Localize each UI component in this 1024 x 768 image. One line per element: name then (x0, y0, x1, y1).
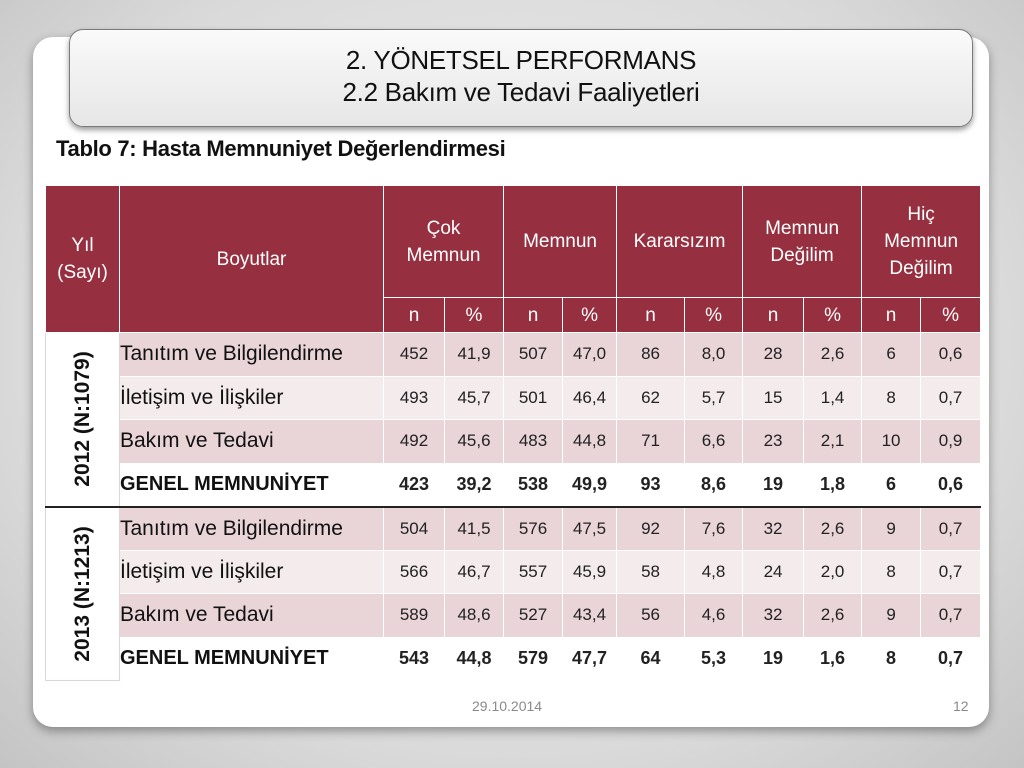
dimension-label: İletişim ve İlişkiler (120, 376, 384, 420)
header-hic-memnun-degilim-line2: Memnun (884, 231, 959, 252)
percent-cell: 0,9 (921, 420, 981, 464)
satisfaction-table (45, 185, 981, 681)
header-memnun-line1: Memnun (523, 231, 597, 252)
count-cell: 24 (743, 550, 804, 594)
count-cell: 507 (504, 333, 563, 377)
dimension-label: GENEL MEMNUNİYET (120, 637, 384, 681)
count-cell: 71 (617, 420, 685, 464)
table-row-overall (46, 637, 981, 681)
count-cell: 579 (504, 637, 563, 681)
count-cell: 8 (862, 637, 921, 681)
subheader-percent: % (921, 298, 981, 333)
year-group-label (46, 333, 120, 507)
header-hic-memnun-degilim-line1: Hiç (907, 204, 935, 225)
count-cell: 589 (384, 594, 445, 638)
subheader-percent: % (445, 298, 504, 333)
percent-cell: 47,7 (563, 637, 617, 681)
percent-cell: 41,9 (445, 333, 504, 377)
header-year-line1: Yıl (71, 235, 94, 256)
table-row (46, 333, 981, 377)
dimension-label: Tanıtım ve Bilgilendirme (120, 507, 384, 551)
subheader-percent: % (685, 298, 743, 333)
percent-cell: 46,4 (563, 376, 617, 420)
percent-cell: 46,7 (445, 550, 504, 594)
count-cell: 23 (743, 420, 804, 464)
percent-cell: 0,7 (921, 550, 981, 594)
percent-cell: 0,7 (921, 507, 981, 551)
percent-cell: 0,7 (921, 637, 981, 681)
percent-cell: 1,4 (804, 376, 862, 420)
count-cell: 493 (384, 376, 445, 420)
header-cok-memnun-line1: Çok (426, 217, 461, 239)
percent-cell: 6,6 (685, 420, 743, 464)
header-year-line2: (Sayı) (57, 262, 108, 283)
count-cell: 64 (617, 637, 685, 681)
header-cok-memnun (384, 186, 504, 298)
percent-cell: 0,6 (921, 463, 981, 507)
count-cell: 19 (743, 637, 804, 681)
subheader-n: n (617, 298, 685, 333)
count-cell: 501 (504, 376, 563, 420)
header-memnun-degilim (743, 186, 862, 298)
percent-cell: 39,2 (445, 463, 504, 507)
count-cell: 32 (743, 594, 804, 638)
title-box (69, 29, 973, 127)
count-cell: 8 (862, 550, 921, 594)
percent-cell: 45,7 (445, 376, 504, 420)
percent-cell: 43,4 (563, 594, 617, 638)
count-cell: 10 (862, 420, 921, 464)
table-row-overall (46, 463, 981, 507)
count-cell: 423 (384, 463, 445, 507)
count-cell: 58 (617, 550, 685, 594)
table-caption: Tablo 7: Hasta Memnuniyet Değerlendirmesi (56, 136, 506, 161)
count-cell: 543 (384, 637, 445, 681)
count-cell: 8 (862, 376, 921, 420)
percent-cell: 44,8 (563, 420, 617, 464)
percent-cell: 2,6 (804, 594, 862, 638)
percent-cell: 44,8 (445, 637, 504, 681)
percent-cell: 4,8 (685, 550, 743, 594)
subheader-n: n (504, 298, 563, 333)
subheader-percent: % (804, 298, 862, 333)
percent-cell: 2,6 (804, 507, 862, 551)
percent-cell: 45,6 (445, 420, 504, 464)
percent-cell: 5,7 (685, 376, 743, 420)
year-group-label (46, 507, 120, 681)
table-row (46, 420, 981, 464)
count-cell: 62 (617, 376, 685, 420)
percent-cell: 8,6 (685, 463, 743, 507)
footer-date: 29.10.2014 (472, 698, 543, 714)
header-cok-memnun-line2: Memnun (406, 244, 481, 266)
section-title: 2. YÖNETSEL PERFORMANS (345, 45, 697, 75)
count-cell: 9 (862, 507, 921, 551)
count-cell: 32 (743, 507, 804, 551)
percent-cell: 2,6 (804, 333, 862, 377)
percent-cell: 4,6 (685, 594, 743, 638)
header-memnun (504, 186, 617, 298)
table-row (46, 376, 981, 420)
subheader-n: n (862, 298, 921, 333)
count-cell: 56 (617, 594, 685, 638)
table-row (46, 550, 981, 594)
table-row (46, 594, 981, 638)
dimension-label: Bakım ve Tedavi (120, 420, 384, 464)
year-label-text: 2012 (N:1079) (70, 351, 94, 487)
percent-cell: 2,0 (804, 550, 862, 594)
dimension-label: İletişim ve İlişkiler (120, 550, 384, 594)
percent-cell: 47,0 (563, 333, 617, 377)
count-cell: 538 (504, 463, 563, 507)
count-cell: 15 (743, 376, 804, 420)
count-cell: 492 (384, 420, 445, 464)
percent-cell: 1,8 (804, 463, 862, 507)
percent-cell: 47,5 (563, 507, 617, 551)
percent-cell: 41,5 (445, 507, 504, 551)
subheader-percent: % (563, 298, 617, 333)
percent-cell: 1,6 (804, 637, 862, 681)
percent-cell: 0,7 (921, 594, 981, 638)
dimension-label: Tanıtım ve Bilgilendirme (120, 333, 384, 377)
dimension-label: GENEL MEMNUNİYET (120, 463, 384, 507)
count-cell: 557 (504, 550, 563, 594)
count-cell: 92 (617, 507, 685, 551)
percent-cell: 5,3 (685, 637, 743, 681)
dimension-label: Bakım ve Tedavi (120, 594, 384, 638)
percent-cell: 0,6 (921, 333, 981, 377)
count-cell: 9 (862, 594, 921, 638)
header-hic-memnun-degilim-line3: Değilim (889, 258, 953, 279)
subheader-n: n (384, 298, 445, 333)
header-kararsizim (617, 186, 743, 298)
header-dimensions: Boyutlar (120, 186, 384, 333)
percent-cell: 48,6 (445, 594, 504, 638)
header-memnun-degilim-line1: Memnun (765, 217, 840, 239)
count-cell: 6 (862, 463, 921, 507)
count-cell: 93 (617, 463, 685, 507)
count-cell: 566 (384, 550, 445, 594)
percent-cell: 2,1 (804, 420, 862, 464)
header-hic-memnun-degilim (862, 186, 981, 298)
percent-cell: 0,7 (921, 376, 981, 420)
header-memnun-degilim-line2: Değilim (770, 244, 834, 266)
table-row (46, 507, 981, 551)
count-cell: 6 (862, 333, 921, 377)
count-cell: 504 (384, 507, 445, 551)
count-cell: 28 (743, 333, 804, 377)
percent-cell: 8,0 (685, 333, 743, 377)
count-cell: 452 (384, 333, 445, 377)
count-cell: 483 (504, 420, 563, 464)
header-year (46, 186, 120, 333)
count-cell: 576 (504, 507, 563, 551)
percent-cell: 45,9 (563, 550, 617, 594)
year-label-text: 2013 (N:1213) (70, 526, 94, 662)
count-cell: 86 (617, 333, 685, 377)
subsection-title: 2.2 Bakım ve Tedavi Faaliyetleri (342, 77, 700, 107)
header-kararsizim-line1: Kararsızım (633, 231, 726, 252)
page-number: 12 (953, 698, 969, 714)
percent-cell: 7,6 (685, 507, 743, 551)
percent-cell: 49,9 (563, 463, 617, 507)
count-cell: 19 (743, 463, 804, 507)
subheader-n: n (743, 298, 804, 333)
count-cell: 527 (504, 594, 563, 638)
